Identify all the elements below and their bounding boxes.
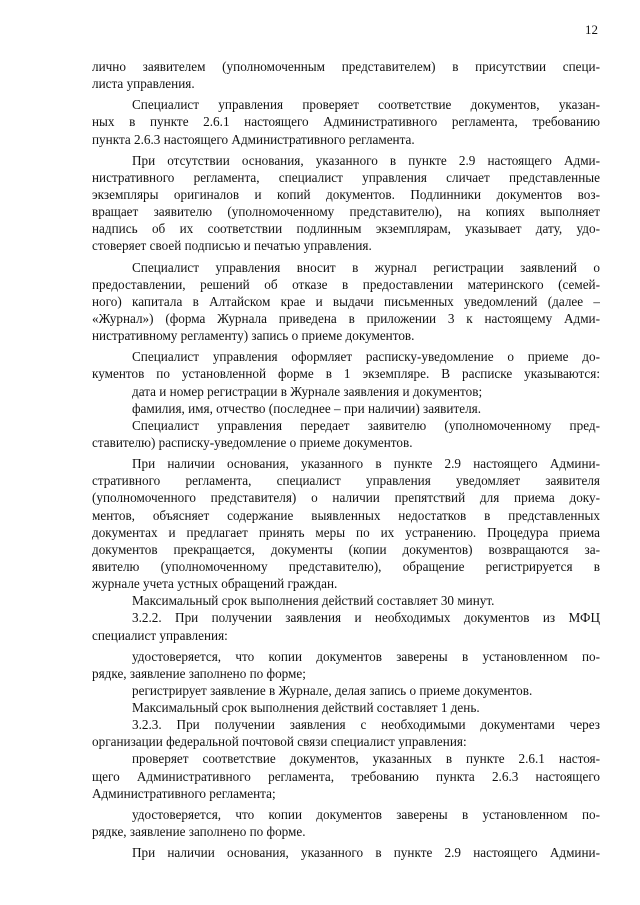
text-line: При наличии основания, указанного в пункте 2.9 настоящего Админи- [132,845,600,861]
text-line: щего Административного регламента, требованию пункта 2.6.3 настоящего [92,768,600,784]
text-line: регистрирует заявление в Журнале, делая запись о приеме документов. [132,682,533,698]
text-line: Специалист управления проверяет соответствие документов, указан- [132,97,600,113]
page-number: 12 [585,22,598,37]
text-line: Административного регламента; [92,785,276,801]
text-line: ных в пункте 2.6.1 настоящего Административного регламента, требованию [92,114,600,130]
text-line: проверяет соответствие документов, указанных в пункте 2.6.1 настоя- [132,751,600,767]
text-line: надпись об их соответствии подлинным экземплярам, указывает дату, удо- [92,221,600,237]
text-line: удостоверяется, что копии документов заверены в установленном по- [132,648,600,664]
text-line: кументов по установленной форме в 1 экземпляре. В расписке указываются: [92,366,600,382]
text-line: документах и предлагает принять меры по их устранению. Процедура приема [92,524,600,540]
text-line: специалист управления: [92,627,228,643]
text-line: Специалист управления оформляет расписку-уведомление о приеме до- [132,349,600,365]
text-line: рядке, заявление заполнено по форме. [92,824,306,840]
text-line: дата и номер регистрации в Журнале заявления и документов; [132,383,483,399]
text-line: пункта 2.6.3 настоящего Административного регламента. [92,131,415,147]
text-line: нистративного регламента, специалист управления сличает представленные [92,169,600,185]
text-line: стоверяет своей подписью и печатью управления. [92,238,372,254]
text-line: листа управления. [92,76,195,92]
text-line: экземпляры оригиналов и копий документов. Подлинники документов воз- [92,186,600,202]
text-line: стративного регламента, специалист управления уведомляет заявителя [92,473,600,489]
text-line: ставителю) расписку-уведомление о приеме документов. [92,434,413,450]
text-line: документов прекращается, документы (копии документов) возвращаются за- [92,541,600,557]
text-line: При отсутствии основания, указанного в пункте 2.9 настоящего Адми- [132,152,600,168]
text-line: Максимальный срок выполнения действий составляет 30 минут. [132,593,495,609]
text-line: журнале учета устных обращений граждан. [92,576,338,592]
text-line: Специалист управления передает заявителю (уполномоченному пред- [132,417,600,433]
text-line: ментов, объясняет содержание выявленных недостатков в представленных [92,507,600,523]
text-line: лично заявителем (уполномоченным представителем) в присутствии специ- [92,59,600,74]
text-line: При наличии основания, указанного в пункте 2.9 настоящего Админи- [132,456,600,472]
text-line: организации федеральной почтовой связи специалист управления: [92,734,467,750]
text-line: (уполномоченного представителя) о наличии препятствий для приема доку- [92,490,600,506]
text-line: 3.2.2. При получении заявления и необходимых документов из МФЦ [132,610,600,626]
text-line: ного) капитала в Алтайском крае и выдачи письменных уведомлений (далее – [92,293,600,309]
text-line: явителю (уполномоченному представителю), обращение регистрируется в [92,558,600,574]
text-line: Специалист управления вносит в журнал регистрации заявлений о [132,259,600,275]
text-line: Максимальный срок выполнения действий составляет 1 день. [132,700,480,716]
text-line: предоставлении, решений об отказе в предоставлении материнского (семей- [92,276,600,292]
text-line: фамилия, имя, отчество (последнее – при наличии) заявителя. [132,400,482,416]
text-line: 3.2.3. При получении заявления с необходимыми документами через [132,717,600,733]
text-line: удостоверяется, что копии документов заверены в установленном по- [132,806,600,822]
text-line: «Журнал») (форма Журнала приведена в приложении 3 к настоящему Адми- [92,310,600,326]
text-line: вращает заявителю (уполномоченному представителю), на копиях выполняет [92,204,600,220]
text-line: нистративному регламенту) запись о приеме документов. [92,328,415,344]
text-line: рядке, заявление заполнено по форме; [92,665,306,681]
document-body [92,58,600,861]
